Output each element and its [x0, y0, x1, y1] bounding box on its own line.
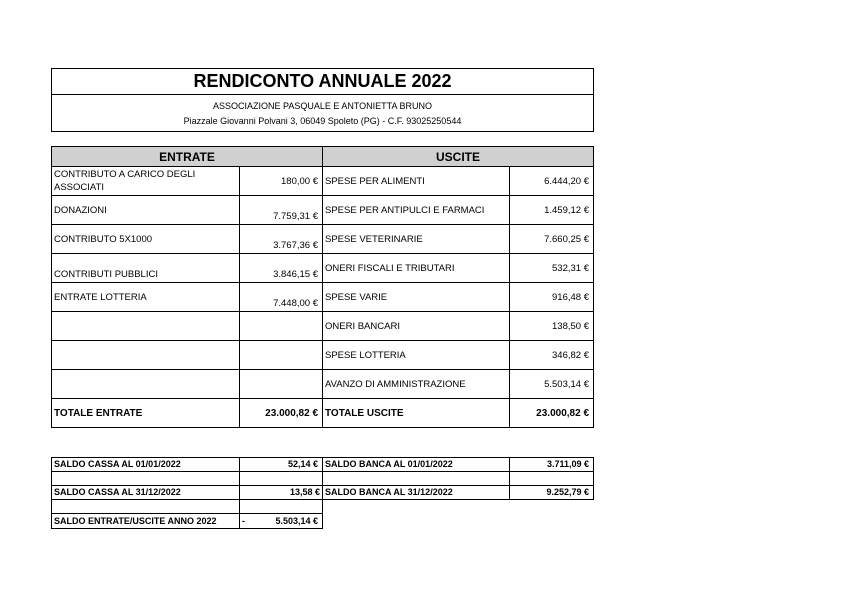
saldo-entrate-uscite-cell: [239, 513, 323, 529]
saldo-cassa-inizio-amount: 52,14 €: [239, 457, 323, 472]
entrate-row-label: ENTRATE LOTTERIA: [51, 282, 240, 312]
saldo-banca-fine-label: SALDO BANCA AL 31/12/2022: [322, 485, 510, 500]
entrate-total-label: TOTALE ENTRATE: [51, 398, 240, 428]
saldo-entrate-uscite-label: SALDO ENTRATE/USCITE ANNO 2022: [51, 513, 240, 529]
entrate-heading: ENTRATE: [51, 146, 323, 167]
saldo-cassa-fine-label: SALDO CASSA AL 31/12/2022: [51, 485, 240, 500]
entrate-row-amount: 7.759,31 €: [239, 195, 323, 225]
saldo-cassa-fine-amount: 13,58 €: [239, 485, 323, 500]
uscite-heading: USCITE: [322, 146, 594, 167]
empty-cell: [51, 471, 240, 486]
entrate-row-amount: [239, 369, 323, 399]
uscite-row-amount: 1.459,12 €: [509, 195, 594, 225]
uscite-total-label: TOTALE USCITE: [322, 398, 510, 428]
entrate-row-amount: 7.448,00 €: [239, 282, 323, 312]
uscite-row-label: AVANZO DI AMMINISTRAZIONE: [322, 369, 510, 399]
uscite-row-label: ONERI BANCARI: [322, 311, 510, 341]
organization-info: [51, 94, 594, 132]
entrate-row-amount: 3.767,36 €: [239, 224, 323, 254]
uscite-row-label: ONERI FISCALI E TRIBUTARI: [322, 253, 510, 283]
uscite-row-amount: 5.503,14 €: [509, 369, 594, 399]
saldo-banca-inizio-amount: 3.711,09 €: [509, 457, 594, 472]
uscite-row-amount: 138,50 €: [509, 311, 594, 341]
saldo-banca-inizio-label: SALDO BANCA AL 01/01/2022: [322, 457, 510, 472]
uscite-row-amount: 346,82 €: [509, 340, 594, 370]
uscite-total-amount: 23.000,82 €: [509, 398, 594, 428]
empty-cell: [239, 471, 323, 486]
entrate-row-amount: [239, 311, 323, 341]
entrate-total-amount: 23.000,82 €: [239, 398, 323, 428]
entrate-row-label: DONAZIONI: [51, 195, 240, 225]
uscite-row-amount: 6.444,20 €: [509, 166, 594, 196]
entrate-row-label: [51, 311, 240, 341]
entrate-row-amount: 180,00 €: [239, 166, 323, 196]
uscite-row-label: SPESE VETERINARIE: [322, 224, 510, 254]
entrate-row-label: [51, 369, 240, 399]
uscite-row-label: SPESE LOTTERIA: [322, 340, 510, 370]
saldo-cassa-inizio-label: SALDO CASSA AL 01/01/2022: [51, 457, 240, 472]
empty-cell: [239, 499, 323, 514]
uscite-row-label: SPESE PER ANTIPULCI E FARMACI: [322, 195, 510, 225]
entrate-row-amount: [239, 340, 323, 370]
empty-cell: [322, 471, 510, 486]
page-title: RENDICONTO ANNUALE 2022: [51, 68, 594, 95]
entrate-row-label: CONTRIBUTI PUBBLICI: [51, 253, 240, 283]
entrate-row-label: CONTRIBUTO A CARICO DEGLI ASSOCIATI: [51, 166, 240, 196]
uscite-row-label: SPESE PER ALIMENTI: [322, 166, 510, 196]
saldo-entrate-uscite-amount: 5.503,14 €: [275, 516, 318, 526]
saldo-banca-fine-amount: 9.252,79 €: [509, 485, 594, 500]
uscite-row-amount: 532,31 €: [509, 253, 594, 283]
entrate-row-label: CONTRIBUTO 5X1000: [51, 224, 240, 254]
uscite-row-label: SPESE VARIE: [322, 282, 510, 312]
uscite-row-amount: 916,48 €: [509, 282, 594, 312]
organization-name: ASSOCIAZIONE PASQUALE E ANTONIETTA BRUNO: [212, 101, 433, 111]
entrate-row-amount: 3.846,15 €: [239, 253, 323, 283]
saldo-entrate-uscite-sign: -: [242, 516, 245, 526]
empty-cell: [509, 471, 594, 486]
entrate-row-label: [51, 340, 240, 370]
empty-cell: [51, 499, 240, 514]
organization-address: Piazzale Giovanni Polvani 3, 06049 Spoleto (PG) - C.F. 93025250544: [183, 116, 462, 126]
uscite-row-amount: 7.660,25 €: [509, 224, 594, 254]
